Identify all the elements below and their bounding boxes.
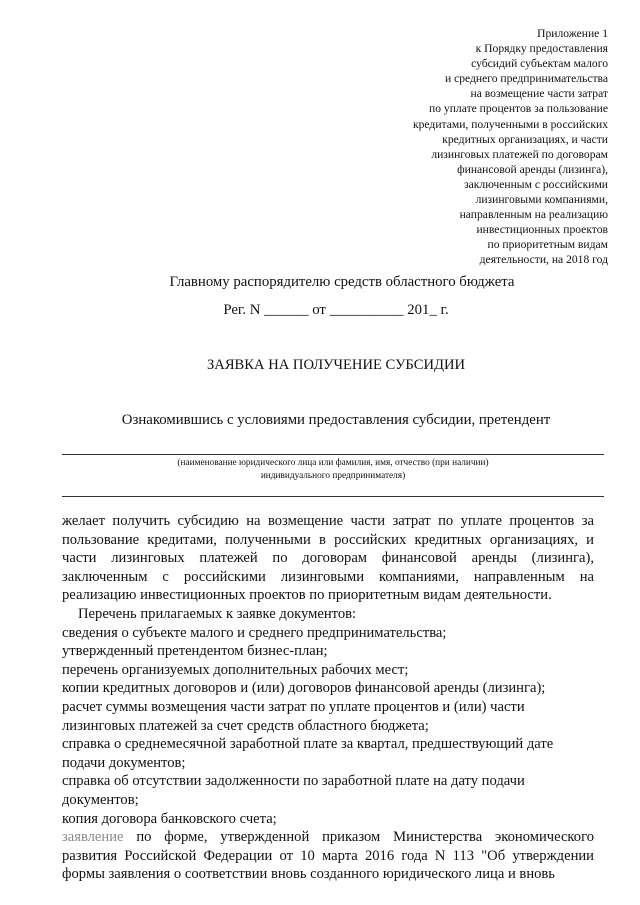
appendix-line: на возмещение части затрат — [470, 87, 608, 101]
appendix-line: направленным на реализацию — [459, 208, 608, 222]
applicant-name-blank — [62, 454, 604, 455]
document-body — [62, 512, 594, 884]
appendix-line: по приоритетным видам — [487, 238, 608, 252]
document-item — [62, 828, 594, 884]
appendix-line: лизинговыми компаниями, — [475, 193, 608, 207]
applicant-name-hint — [60, 457, 606, 483]
intro-line: Ознакомившись с условиями предоставления субсидии, претендент — [121, 412, 551, 428]
appendix-line: инвестиционных проектов — [476, 223, 608, 237]
documents-heading: Перечень прилагаемых к заявке документов: — [78, 605, 357, 622]
appendix-line: финансовой аренды (лизинга), — [457, 162, 608, 176]
appendix-line: и среднего предпринимательства — [444, 72, 608, 86]
document-item: копии кредитных договоров и (или) договоров финансовой аренды (лизинга); — [62, 680, 546, 697]
hint-line: (наименование юридического лица или фамилия, имя, отчество (при наличии) — [177, 458, 489, 468]
registration-line: Рег. N ______ от __________ 201_ г. — [223, 302, 449, 318]
applicant-name-blank-2 — [62, 496, 604, 497]
appendix-line: субсидий субъектам малого — [471, 57, 608, 71]
appendix-line: кредитами, полученными в российских — [413, 117, 608, 131]
statement-text: по форме, утвержденной приказом Министерства экономического развития Российской Федерации от 10 марта 2016 года N 113 "Об утверждении формы заявления о соответствии вновь созданного юридического лица и вновь — [62, 829, 594, 883]
document-title: ЗАЯВКА НА ПОЛУЧЕНИЕ СУБСИДИИ — [206, 357, 466, 373]
appendix-line: заключенным с российскими — [464, 177, 608, 191]
hint-line: индивидуального предпринимателя) — [260, 470, 406, 481]
appendix-block — [308, 26, 608, 268]
document-item: утвержденный претендентом бизнес-план; — [62, 643, 328, 660]
statement-link[interactable]: заявление — [62, 829, 124, 846]
document-item: справка об отсутствии задолженности по заработной плате на дату подачи документов; — [62, 773, 525, 808]
appendix-line: по уплате процентов за пользование — [429, 102, 608, 116]
document-item: расчет суммы возмещения части затрат по уплате процентов и (или) части лизинговых платежей за счет средств областного бюджета; — [62, 698, 525, 734]
document-item: справка о среднемесячной заработной плате за квартал, предшествующий дате подачи документов; — [62, 736, 554, 771]
recipient-line: Главному распорядителю средств областного бюджета — [169, 274, 515, 290]
appendix-line: к Порядку предоставления — [475, 42, 608, 56]
document-item: сведения о субъекте малого и среднего предпринимательства; — [62, 624, 447, 641]
document-item: копия договора банковского счета; — [62, 810, 277, 827]
document-item: перечень организуемых дополнительных рабочих мест; — [62, 661, 409, 678]
appendix-line: деятельности, на 2018 год — [479, 253, 608, 267]
appendix-line: кредитных организациях, и части — [442, 132, 608, 146]
appendix-line: Приложение 1 — [537, 27, 608, 40]
request-paragraph: желает получить субсидию на возмещение части затрат по уплате процентов за пользование кредитами, полученными в российских кредитных организациях, и части лизинговых платежей по договорам финансовой аренды (лизинга), заключенным с российскими лизинговыми компаниями, направленным на реализацию инвестиционных проектов по приоритетным видам деятельности. — [62, 513, 594, 604]
appendix-line: лизинговых платежей по договорам — [431, 147, 608, 161]
